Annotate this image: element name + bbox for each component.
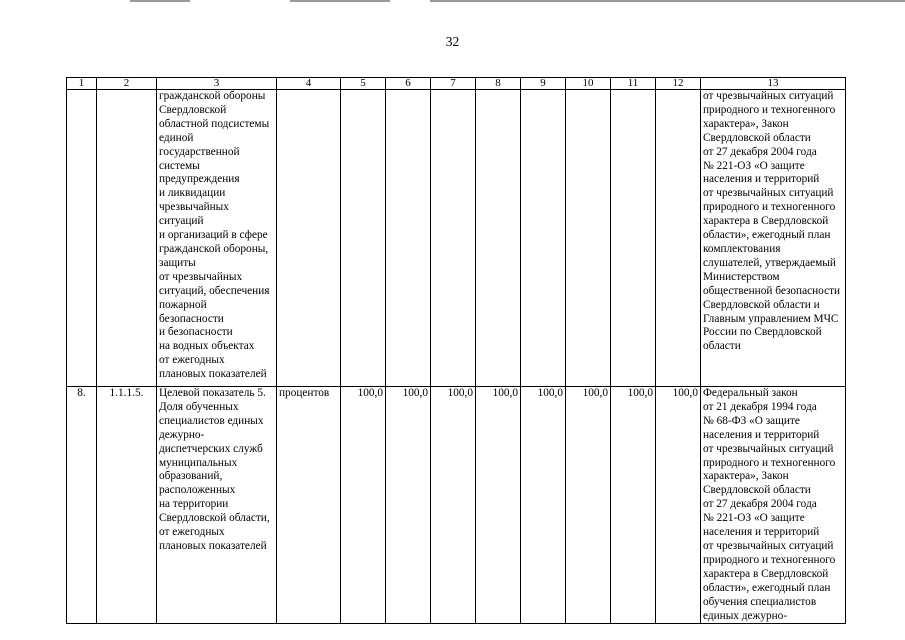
text-line: обучения специалистов <box>703 595 817 608</box>
value-cell <box>476 90 521 387</box>
column-number-cell: 9 <box>521 78 566 90</box>
text-line: России по Свердловской <box>703 326 822 339</box>
text-line: пожарной <box>159 298 207 311</box>
text-line: от чрезвычайных ситуаций <box>703 187 834 200</box>
value-cell: 100,0 <box>386 387 431 624</box>
text-line: государственной <box>159 145 240 158</box>
text-line: характера», Закон <box>703 117 789 130</box>
text-line: Министерством <box>703 270 780 283</box>
text-line: системы <box>159 159 200 172</box>
text-line: населения и территорий <box>703 526 820 539</box>
column-number-cell: 3 <box>157 78 277 90</box>
column-number-cell: 4 <box>277 78 341 90</box>
text-line: расположенных <box>159 484 236 497</box>
text-line: Свердловской области, <box>159 512 270 525</box>
text-line: области», ежегодный план <box>703 581 831 594</box>
text-line: от чрезвычайных ситуаций <box>703 90 834 102</box>
text-line: гражданской обороны, <box>159 242 269 255</box>
column-number-cell: 8 <box>476 78 521 90</box>
value-cell <box>431 90 476 387</box>
text-line: образований, <box>159 470 223 483</box>
page-number: 32 <box>445 34 460 49</box>
text-line: природного и техногенного <box>703 201 836 214</box>
indicator-name-cell <box>157 387 277 624</box>
text-line: Свердловской области и <box>703 298 820 311</box>
text-line: и безопасности <box>159 326 233 339</box>
value-cell <box>386 90 431 387</box>
text-line: характера», Закон <box>703 470 789 483</box>
text-line: плановых показателей <box>159 539 267 552</box>
text-line: дежурно- <box>159 428 205 441</box>
text-line: диспетчерских служб <box>159 442 263 455</box>
text-line: Свердловской <box>159 103 227 116</box>
text-line: областной подсистемы <box>159 117 270 130</box>
text-line: гражданской обороны <box>159 90 266 102</box>
value-cell: 100,0 <box>476 387 521 624</box>
text-line: от чрезвычайных ситуаций <box>703 539 834 552</box>
text-line: Целевой показатель 5. <box>159 387 266 399</box>
text-line: единой <box>159 131 194 144</box>
scan-edge-line-left <box>130 0 190 2</box>
text-line: плановых показателей <box>159 368 267 381</box>
value-cell <box>521 90 566 387</box>
text-line: чрезвычайных <box>159 201 229 214</box>
text-line: Свердловской области <box>703 484 811 497</box>
text-line: населения и территорий <box>703 428 820 441</box>
column-number-cell: 5 <box>341 78 386 90</box>
text-line: Главным управлением МЧС <box>703 312 839 325</box>
text-line: № 221-ОЗ «О защите <box>703 512 805 525</box>
row-number-cell: 8. <box>67 387 97 624</box>
text-line: характера в Свердловской <box>703 567 829 580</box>
legal-basis-cell <box>701 387 846 624</box>
text-line: и ликвидации <box>159 187 226 200</box>
unit-cell: процентов <box>277 387 341 624</box>
text-line: от 21 декабря 1994 года <box>703 400 817 413</box>
text-line: комплектования <box>703 242 781 255</box>
text-line: муниципальных <box>159 456 238 469</box>
text-line: единых дежурно- <box>703 609 788 622</box>
unit-cell <box>277 90 341 387</box>
text-line: природного и техногенного <box>703 456 836 469</box>
value-cell: 100,0 <box>341 387 386 624</box>
column-number-cell: 11 <box>611 78 656 90</box>
value-cell <box>341 90 386 387</box>
indicators-table <box>66 77 846 624</box>
text-line: Доля обученных <box>159 400 239 413</box>
text-line: № 221-ОЗ «О защите <box>703 159 805 172</box>
column-number-row <box>67 78 846 90</box>
column-number-cell: 2 <box>97 78 157 90</box>
text-line: от 27 декабря 2004 года <box>703 498 817 511</box>
text-line: от ежегодных <box>159 354 225 367</box>
text-line: на водных объектах <box>159 340 255 353</box>
text-line: ситуаций <box>159 215 204 228</box>
table-row <box>67 90 846 387</box>
value-cell <box>656 90 701 387</box>
column-number-cell: 10 <box>566 78 611 90</box>
text-line: Свердловской области <box>703 131 811 144</box>
text-line: от чрезвычайных ситуаций <box>703 442 834 455</box>
text-line: ситуаций, обеспечения <box>159 284 270 297</box>
text-line: населения и территорий <box>703 173 820 186</box>
column-number-cell: 6 <box>386 78 431 90</box>
column-number-cell: 12 <box>656 78 701 90</box>
scan-edge-line-right <box>430 0 905 2</box>
column-number-cell: 1 <box>67 78 97 90</box>
value-cell: 100,0 <box>656 387 701 624</box>
value-cell: 100,0 <box>566 387 611 624</box>
table-row <box>67 387 846 624</box>
row-number-cell <box>67 90 97 387</box>
text-line: на территории <box>159 498 229 511</box>
text-line: и организаций в сфере <box>159 229 268 242</box>
scan-edge-line-center <box>290 0 390 2</box>
text-line: области», ежегодный план <box>703 229 831 242</box>
text-line: предупреждения <box>159 173 240 186</box>
value-cell: 100,0 <box>431 387 476 624</box>
text-line: защиты <box>159 256 196 269</box>
text-line: области <box>703 340 741 353</box>
column-number-cell: 13 <box>701 78 846 90</box>
column-number-cell: 7 <box>431 78 476 90</box>
text-line: слушателей, утверждаемый <box>703 256 836 269</box>
legal-basis-cell <box>701 90 846 387</box>
text-line: специалистов единых <box>159 414 264 427</box>
text-line: безопасности <box>159 312 224 325</box>
text-line: природного и техногенного <box>703 103 836 116</box>
text-line: от чрезвычайных <box>159 270 243 283</box>
text-line: характера в Свердловской <box>703 215 829 228</box>
item-code-cell: 1.1.1.5. <box>97 387 157 624</box>
indicator-name-cell <box>157 90 277 387</box>
value-cell <box>566 90 611 387</box>
value-cell <box>611 90 656 387</box>
item-code-cell <box>97 90 157 387</box>
text-line: от 27 декабря 2004 года <box>703 145 817 158</box>
text-line: природного и техногенного <box>703 553 836 566</box>
value-cell: 100,0 <box>611 387 656 624</box>
text-line: Федеральный закон <box>703 387 798 399</box>
text-line: общественной безопасности <box>703 284 841 297</box>
value-cell: 100,0 <box>521 387 566 624</box>
text-line: № 68-ФЗ «О защите <box>703 414 800 427</box>
text-line: от ежегодных <box>159 526 225 539</box>
